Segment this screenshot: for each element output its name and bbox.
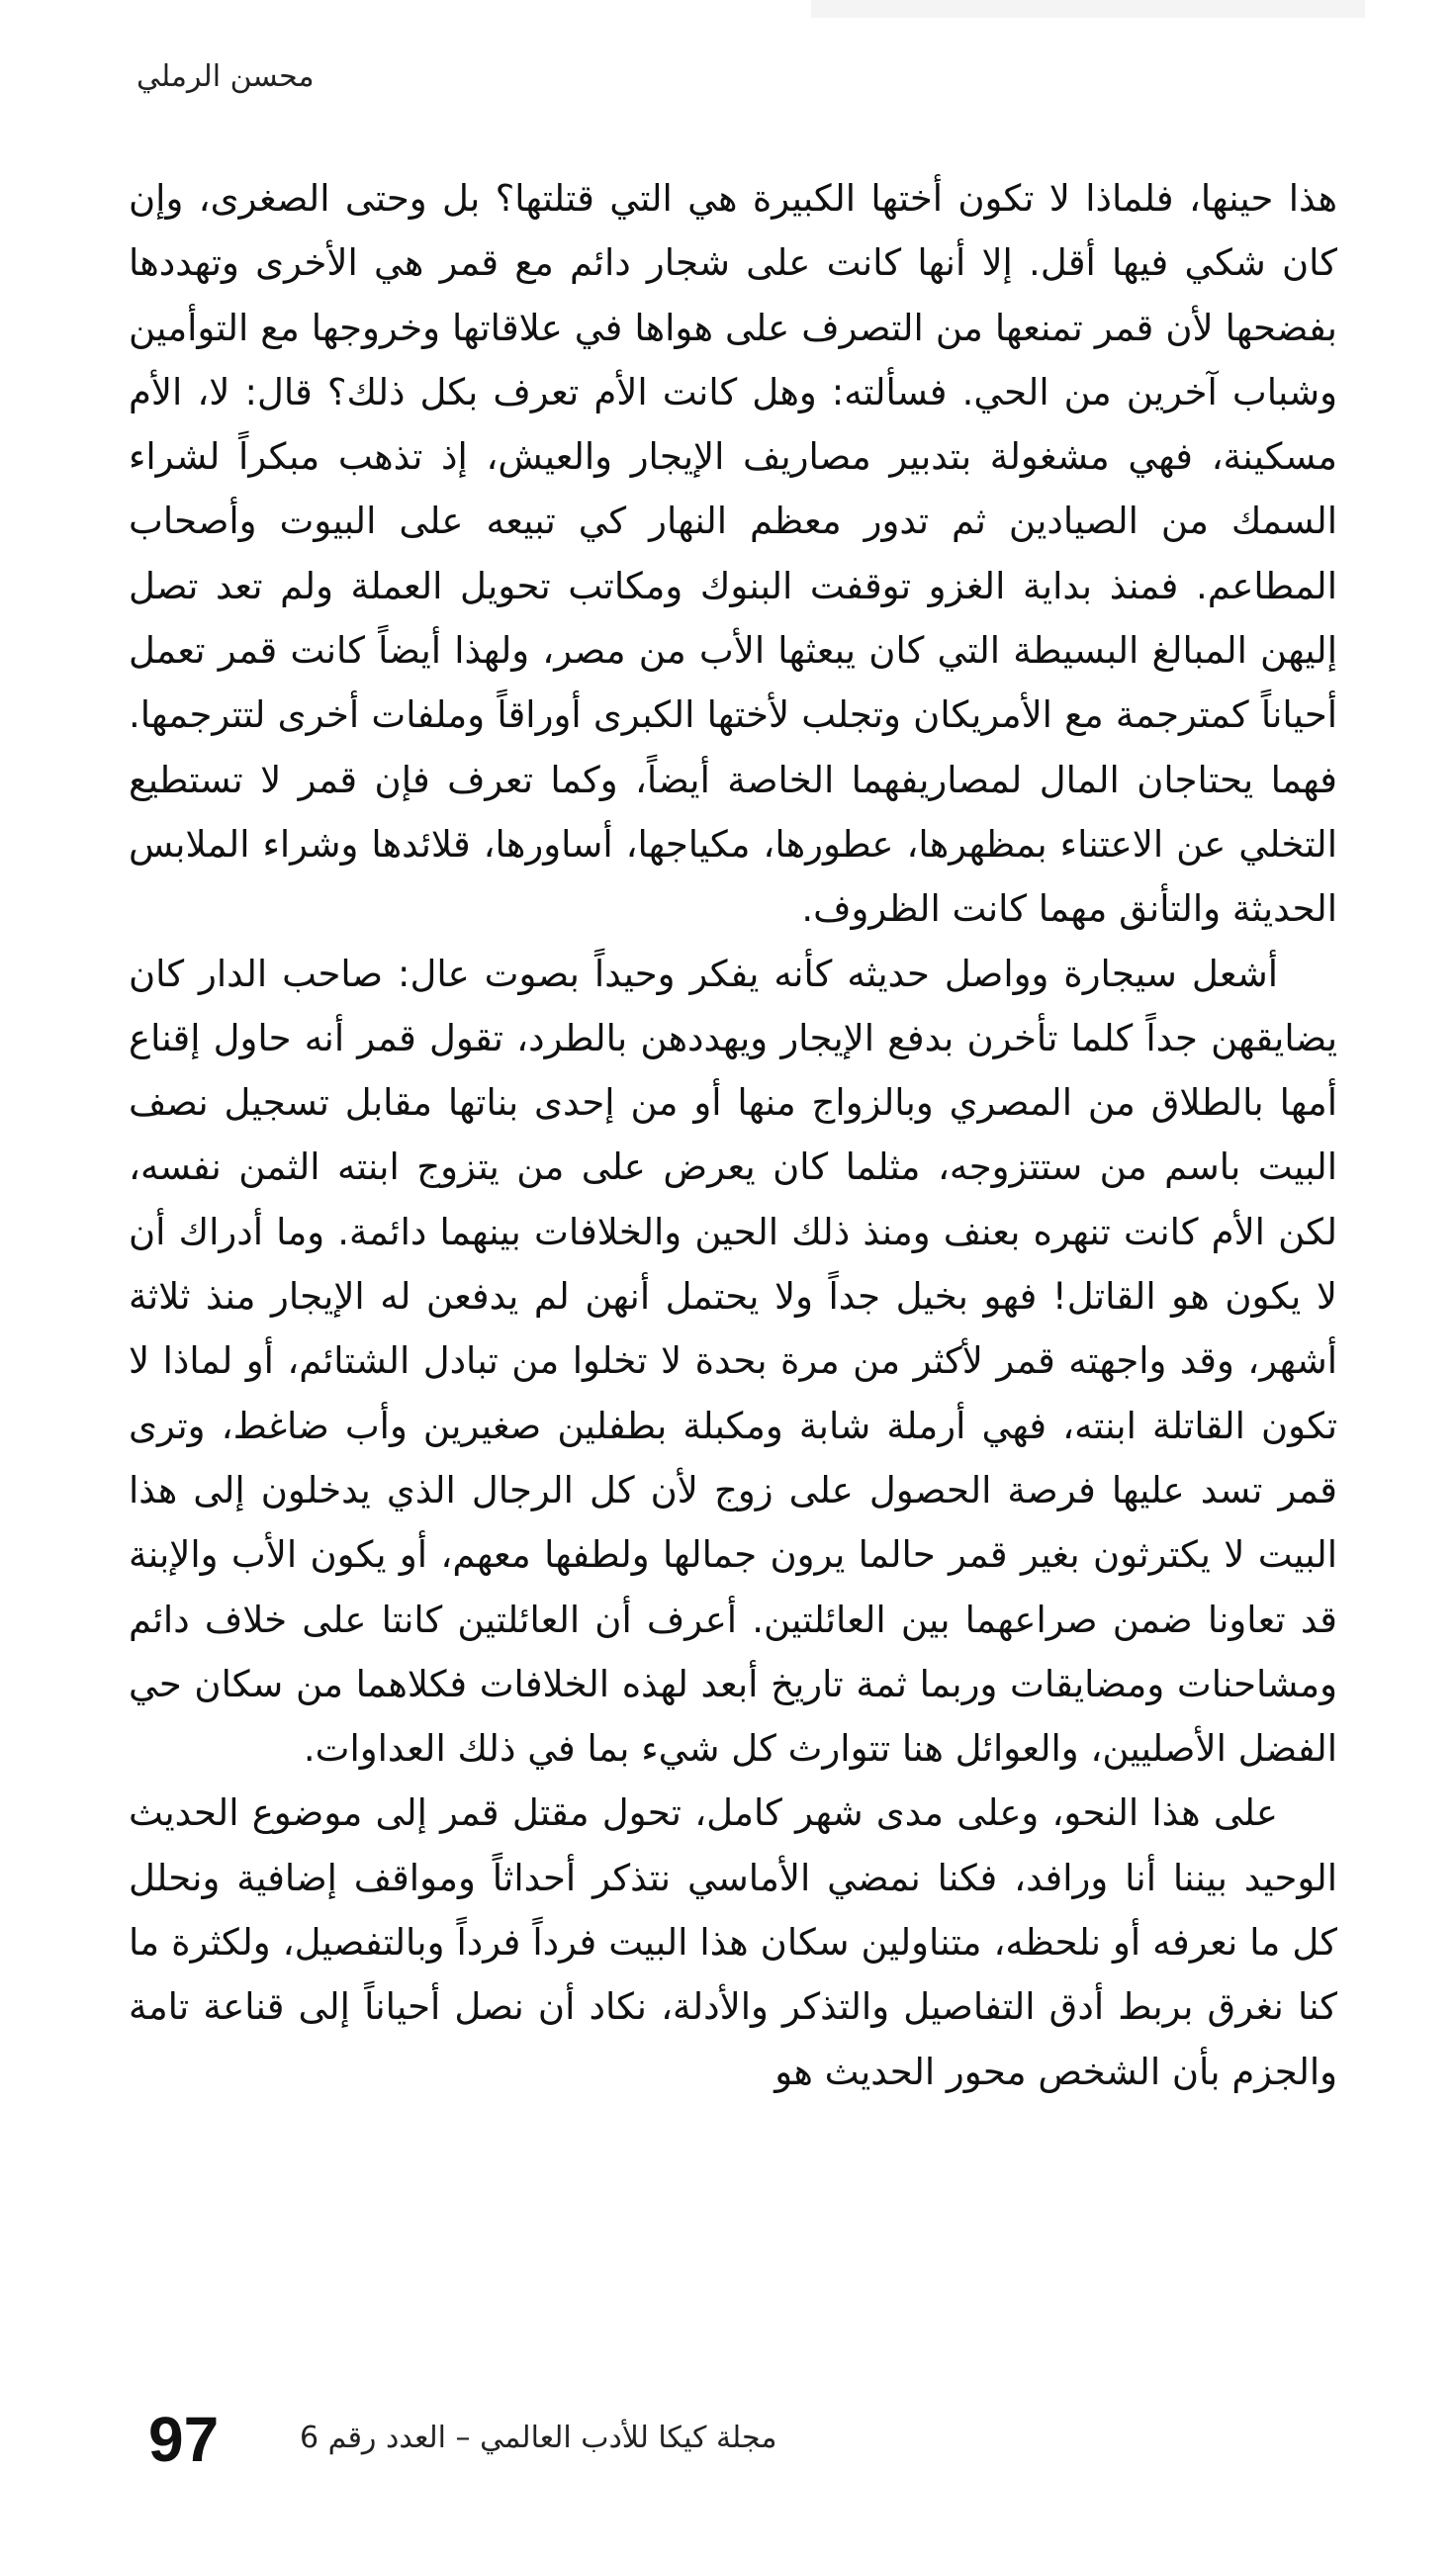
paragraph: أشعل سيجارة وواصل حديثه كأنه يفكر وحيداً بصوت عال: صاحب الدار كان يضايقهن جداً كلما تأخرن بدفع الإيجار ويهددهن بالطرد، تقول قمر أنه حاول إقناع أمها بالطلاق من المصري وبالزواج منها أو من إحدى بناتها مقابل تسجيل نصف البيت باسم من ستتزوجه، مثلما كان يعرض على من يتزوج ابنته الثمن نفسه، لكن الأم كانت تنهره بعنف ومنذ ذلك الحين والخلافات بينهما دائمة. وما أدراك أن لا يكون هو القاتل! فهو بخيل جداً ولا يحتمل أنهن لم يدفعن له الإيجار منذ ثلاثة أشهر، وقد واجهته قمر لأكثر من مرة بحدة لا تخلوا من تبادل الشتائم، أو لماذا لا تكون القاتلة ابنته، فهي أرملة شابة ومكبلة بطفلين صغيرين وأب ضاغط، وترى قمر تسد عليها فرصة الحصول على زوج لأن كل الرجال الذي يدخلون إلى هذا البيت لا يكترثون بغير قمر حالما يرون جمالها ولطفها معهم، أو يكون الأب والإبنة قد تعاونا ضمن صراعهما بين العائلتين. أعرف أن العائلتين كانتا على خلاف دائم ومشاحنات ومضايقات وربما ثمة تاريخ أبعد لهذه الخلافات فكلاهما من سكان حي الفضل الأصليين، والعوائل هنا تتوارث كل شيء بما في ذلك العداوات. bbox=[129, 952, 1337, 1771]
page-number: 97 bbox=[148, 2404, 220, 2475]
paragraph: على هذا النحو، وعلى مدى شهر كامل، تحول مقتل قمر إلى موضوع الحديث الوحيد بيننا أنا ورافد، فكنا نمضي الأماسي نتذكر أحداثاً ومواقف إضافية ونحلل كل ما نعرفه أو نلحظه، متناولين سكان هذا البيت فرداً فرداً وبالتفصيل، ولكثرة ما كنا نغرق بربط أدق التفاصيل والتذكر والأدلة، نكاد أن نصل أحياناً إلى قناعة تامة والجزم بأن الشخص محور الحديث هو bbox=[129, 1791, 1337, 2093]
scan-edge-strip bbox=[811, 0, 1365, 18]
paragraph: هذا حينها، فلماذا لا تكون أختها الكبيرة هي التي قتلتها؟ بل وحتى الصغرى، وإن كان شكي فيها أقل. إلا أنها كانت على شجار دائم مع قمر هي الأخرى وتهددها بفضحها لأن قمر تمنعها من التصرف على هواها في علاقاتها وخروجها مع التوأمين وشباب آخرين من الحي. فسألته: وهل كانت الأم تعرف بكل ذلك؟ قال: لا، الأم مسكينة، فهي مشغولة بتدبير مصاريف الإيجار والعيش، إذ تذهب مبكراً لشراء السمك من الصيادين ثم تدور معظم النهار كي تبيعه على البيوت وأصحاب المطاعم. فمنذ بداية الغزو توقفت البنوك ومكاتب تحويل العملة ولم تعد تصل إليهن المبالغ البسيطة التي كان يبعثها الأب من مصر، ولهذا أيضاً كانت قمر تعمل أحياناً كمترجمة مع الأمريكان وتجلب لأختها الكبرى أوراقاً وملفات أخرى لتترجمها. فهما يحتاجان المال لمصاريفهما الخاصة أيضاً، وكما تعرف فإن قمر لا تستطيع التخلي عن الاعتناء بمظهرها، عطورها، مكياجها، أساورها، قلائدها وشراء الملابس الحديثة والتأنق مهما كانت الظروف. bbox=[129, 177, 1337, 931]
page-footer bbox=[136, 2400, 948, 2479]
running-head-author: محسن الرملي bbox=[136, 59, 315, 94]
body-text bbox=[129, 166, 1337, 2104]
journal-title: مجلة كيكا للأدب العالمي – العدد رقم 6 bbox=[300, 2421, 777, 2455]
